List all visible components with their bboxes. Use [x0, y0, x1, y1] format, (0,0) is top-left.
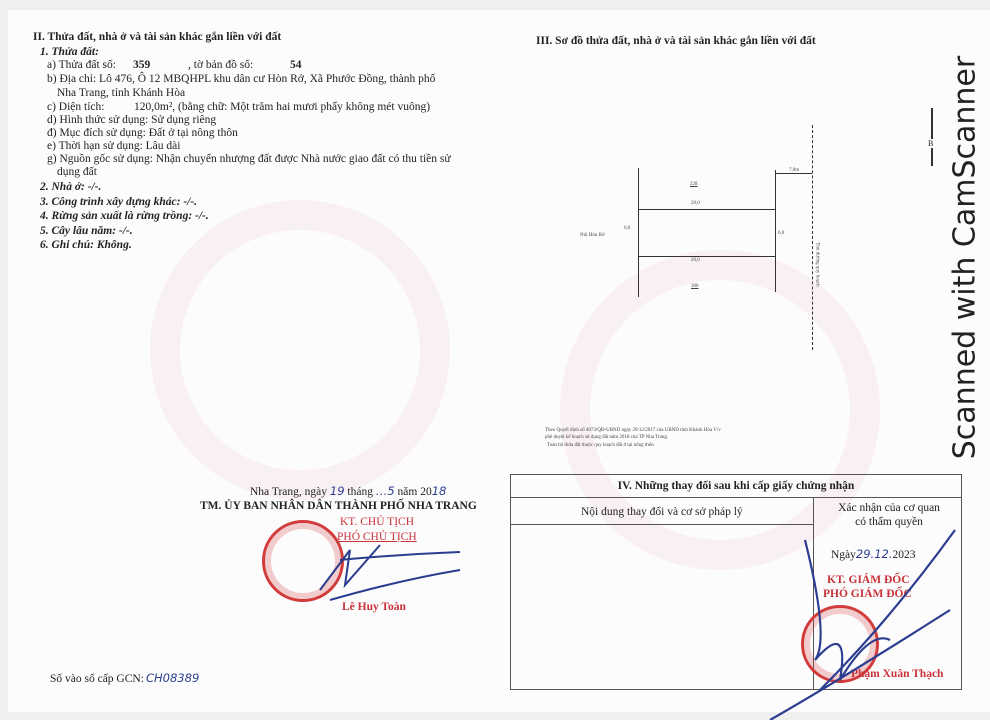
road-centerline: [812, 125, 813, 350]
map-note-2: phê duyệt kế hoạch sử dụng đất năm 2018 của TP Nha Trang.: [545, 435, 669, 440]
land-heading: 1. Thửa đất:: [40, 46, 99, 58]
road-distance: 7,0m: [789, 168, 800, 173]
map-sheet-label: , tờ bản đồ số:: [188, 59, 254, 71]
parcel-top-border: [638, 209, 775, 210]
road-distance-arrow: [775, 173, 812, 174]
authority: TM. ỦY BAN NHÂN DÂN THÀNH PHỐ NHA TRANG: [200, 500, 477, 512]
column-content-header: Nội dung thay đổi và cơ sở pháp lý: [581, 506, 743, 518]
house-item: 2. Nhà ở: -/-.: [40, 181, 102, 193]
north-label: B: [928, 139, 934, 148]
month-label: tháng: [347, 486, 373, 498]
confirm-date-prefix: Ngày: [831, 549, 856, 561]
address-line2: Nha Trang, tỉnh Khánh Hòa: [57, 87, 186, 99]
vice-chairman: PHÓ CHỦ TỊCH: [337, 531, 417, 543]
area-label: c) Diện tích:: [47, 101, 105, 113]
confirm-date-hand: 29.12.: [855, 547, 893, 561]
forest-item: 4. Rừng sản xuất là rừng trồng: -/-.: [40, 210, 209, 222]
confirm-signer: Phạm Xuân Thạch: [851, 668, 944, 680]
signature-2: [590, 520, 970, 720]
section-iii-title: III. Sơ đồ thửa đất, nhà ở và tài sản khác gắn liền với đất: [536, 35, 816, 47]
mountain-label: Núi Hòn Rớ: [580, 233, 605, 238]
map-sheet-number: 54: [290, 59, 302, 71]
bottom-length: 20,0: [691, 258, 700, 263]
usage-origin-line2: dụng đất: [57, 166, 97, 178]
signature: [300, 530, 470, 610]
parcel-above-label: 228: [690, 182, 698, 187]
date-day: 19: [329, 484, 345, 498]
gcn-label: Số vào sổ cấp GCN:: [50, 673, 144, 685]
road-label: Tim đường quy hoạch: [814, 242, 820, 287]
signer-name: Lê Huy Toàn: [342, 601, 406, 613]
parcel-number: 359: [133, 59, 151, 71]
usage-form: d) Hình thức sử dụng: Sử dụng riêng: [47, 114, 217, 126]
parcel-below-label: 300: [691, 284, 699, 289]
date-prefix: Nha Trang, ngày: [250, 486, 327, 498]
right-length: 6,0: [778, 231, 785, 236]
left-length: 6,0: [624, 226, 631, 231]
top-length: 20,0: [691, 201, 700, 206]
perennial-item: 5. Cây lâu năm: -/-.: [40, 225, 133, 237]
map-note-3: Toàn bộ thửa đất thuộc quy hoạch đất ở tại nông thôn: [547, 443, 654, 448]
parcel-right-border: [775, 170, 776, 292]
usage-origin-line1: g) Nguồn gốc sử dụng: Nhận chuyển nhượng đất được Nhà nước giao đất có thu tiền sử: [47, 153, 451, 165]
confirm-year: 2023: [892, 549, 916, 561]
deputy-director: PHÓ GIÁM ĐỐC: [823, 588, 912, 600]
other-construction-item: 3. Công trình xây dựng khác: -/-.: [40, 196, 198, 208]
kt-chairman: KT. CHỦ TỊCH: [340, 516, 415, 528]
usage-purpose: đ) Mục đích sử dụng: Đất ở tại nông thôn: [47, 127, 238, 139]
parcel-left-border: [638, 168, 639, 297]
section-ii-title: II. Thửa đất, nhà ở và tài sản khác gắn liền với đất: [33, 31, 282, 43]
changes-table-title: IV. Những thay đổi sau khi cấp giấy chứng nhận: [511, 475, 961, 498]
confirm-header-line2: có thẩm quyền: [855, 516, 923, 528]
north-arrow-icon: [931, 108, 933, 166]
camscanner-watermark: Scanned with CamScanner: [947, 55, 983, 460]
parcel-bottom-border: [638, 256, 775, 257]
year-label: năm 20: [397, 486, 432, 498]
address-line1: b) Địa chỉ: Lô 476, Ô 12 MBQHPL khu dân cư Hòn Rớ, Xã Phước Đồng, thành phố: [47, 73, 436, 85]
date-month: 5: [387, 484, 395, 498]
watermark-emblem: [150, 200, 450, 500]
map-note-1: Theo Quyết định số 4073/QĐ-UBND ngày 29/12/2017 của UBND tỉnh Khánh Hòa V/v: [545, 428, 721, 433]
area-value: 120,0m², (bằng chữ: Một trăm hai mươi phẩy không mét vuông): [134, 101, 431, 113]
date-year: 18: [431, 484, 447, 498]
parcel-number-label: a) Thửa đất số:: [47, 59, 116, 71]
kt-director: KT. GIÁM ĐỐC: [827, 574, 910, 586]
usage-term: e) Thời hạn sử dụng: Lâu dài: [47, 140, 181, 152]
gcn-number: CH08389: [146, 671, 200, 685]
note-item: 6. Ghi chú: Không.: [40, 239, 132, 251]
confirm-header-line1: Xác nhận của cơ quan: [838, 502, 940, 514]
issue-date: Nha Trang, ngày 19 tháng …5 năm 2018: [250, 484, 447, 498]
